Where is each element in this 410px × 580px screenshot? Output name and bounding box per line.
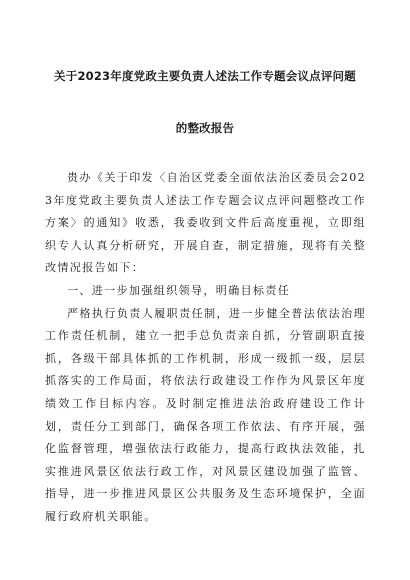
intro-paragraph: 贵办《关于印发〈自治区党委全面依法治区委员会2023年度党政主要负责人述法工作专题会议点评问题整改工作方案〉的通知》收悉，我委收到文件后高度重视，立即组织专人认真分析研究，开展自查，制定措施，现将有关整改情况报告如下： — [45, 171, 366, 275]
document-body — [45, 167, 366, 529]
document-title-line-1: 关于2023年度党政主要负责人述法工作专题会议点评问题 — [54, 69, 356, 83]
section-1-paragraph: 严格执行负责人履职责任制，进一步健全普法依法治理工作责任机制，建立一把手总负责亲自抓，分管副职直接抓，各级干部具体抓的工作机制，形成一级抓一级，层层抓落实的工作局面，将依法行政建设工作作为风景区年度绩效工作目标内容。及时制定推进法治政府建设工作计划，责任分工到部门，确保各项工作依法、有序开展，强化监督管理，增强依法行政能力，提高行政执法效能，扎实推进风景区依法行政工作，对风景区建设加强了监管、指导，进一步推进风景区公共服务及生态环境保护，全面履行政府机关职能。 — [45, 306, 366, 523]
document-title-line-2: 的整改报告 — [175, 121, 235, 135]
section-heading-1: 一、进一步加强组织领导，明确目标责任 — [67, 283, 291, 297]
